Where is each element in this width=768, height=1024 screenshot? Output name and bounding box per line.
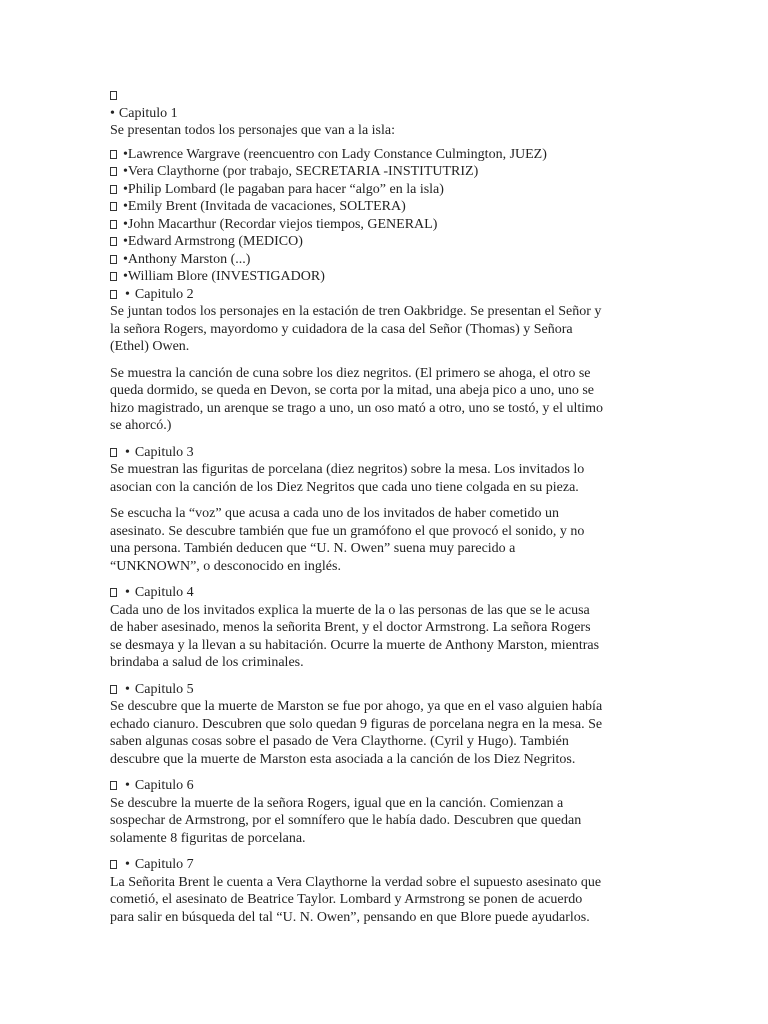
character-text: Emily Brent (Invitada de vacaciones, SOLTERA) (127, 199, 406, 214)
chapter-title: Capitulo 1 (118, 105, 178, 121)
bullet-icon: • (125, 681, 130, 697)
bullet-icon: • (123, 146, 128, 162)
character-text: Anthony Marston (...) (127, 251, 251, 267)
chapter-title: Capitulo 2 (134, 286, 194, 302)
paragraph-line: Cada uno de los invitados explica la muerte de la o las personas de las que se le acusa (110, 602, 590, 618)
paragraph-line: se desmaya y la llevan a su habitación. Ocurre la muerte de Anthony Marston, mientras (110, 637, 600, 653)
chapter-paragraph (110, 795, 658, 848)
character-text: Vera Claythorne (por trabajo, SECRETARIA -INSTITUTRIZ) (127, 164, 479, 179)
paragraph-line: (Ethel) Owen. (110, 339, 190, 354)
missing-glyph-icon (110, 588, 117, 597)
missing-glyph-icon (110, 272, 117, 281)
character-text: John Macarthur (Recordar viejos tiempos, GENERAL) (127, 216, 438, 232)
paragraph-line: Se escucha la “voz” que acusa a cada uno de los invitados de haber cometido un (110, 506, 559, 521)
missing-glyph-icon (110, 255, 117, 264)
paragraph-line: la señora Rogers, mayordomo y cuidadora de la casa del Señor (Thomas) y Señora (110, 321, 573, 337)
paragraph-line: Se juntan todos los personajes en la estación de tren Oakbridge. Se presentan el Señor y (110, 304, 602, 319)
character-item (110, 216, 658, 234)
character-item (110, 268, 658, 286)
document-page (110, 87, 658, 926)
chapter-paragraph (110, 505, 658, 575)
intro-text: Se presentan todos los personajes que van a la isla: (110, 123, 395, 138)
bullet-icon: • (125, 857, 130, 872)
chapter-section (110, 856, 658, 926)
bullet-icon: • (123, 199, 128, 214)
chapter-heading (110, 681, 658, 699)
paragraph-line: Se descubre la muerte de la señora Rogers, igual que en la canción. Comienzan a (110, 795, 564, 811)
missing-glyph-icon (110, 185, 117, 194)
bullet-icon: • (125, 585, 130, 600)
missing-glyph-icon (110, 220, 117, 229)
paragraph-line: echado cianuro. Descubren que solo quedan 9 figuras de porcelana negra en la mesa. Se (110, 716, 603, 732)
chapter-paragraph (110, 365, 658, 435)
paragraph-line: cometió, el asesinato de Beatrice Taylor. Lombard y Armstrong se ponen de acuerdo (110, 892, 583, 907)
chapter-heading (110, 286, 658, 304)
missing-glyph-icon (110, 237, 117, 246)
chapter-heading (110, 444, 658, 462)
character-text: Lawrence Wargrave (reencuentro con Lady Constance Culmington, JUEZ) (127, 146, 547, 162)
paragraph-line: para salir en búsqueda del tal “U. N. Owen”, pensando en que Blore puede ayudarlos. (110, 909, 590, 925)
missing-glyph-icon (110, 781, 117, 790)
bullet-icon: • (123, 181, 128, 197)
missing-glyph-icon (110, 167, 117, 176)
missing-glyph-icon (110, 91, 117, 100)
bullet-icon: • (123, 234, 128, 249)
leading-marker (110, 87, 658, 105)
chapter-title: Capitulo 7 (134, 857, 194, 872)
chapter-title: Capitulo 4 (134, 585, 194, 600)
paragraph-line: brindaba a salud de los criminales. (110, 655, 304, 670)
chapter-heading (110, 856, 658, 874)
character-item (110, 251, 658, 269)
paragraph-line: La Señorita Brent le cuenta a Vera Claythorne la verdad sobre el supuesto asesinato que (110, 874, 602, 890)
paragraph-line: una persona. También deducen que “U. N. Owen” suena muy parecido a (110, 541, 516, 556)
bullet-icon: • (123, 251, 128, 267)
missing-glyph-icon (110, 685, 117, 694)
paragraph-line: Se descubre que la muerte de Marston se fue por ahogo, ya que en el vaso alguien había (110, 699, 603, 714)
missing-glyph-icon (110, 448, 117, 457)
chapter-heading (110, 584, 658, 602)
paragraph-line: saben algunas cosas sobre el pasado de Vera Claythorne. (Cyril y Hugo). También (110, 734, 569, 749)
paragraph-line: solamente 8 figuritas de porcelana. (110, 830, 306, 846)
chapter-paragraph (110, 303, 658, 356)
chapter-heading (110, 105, 658, 123)
paragraph-line: hizo magistrado, un arenque se trago a uno, un oso mató a otro, uno se tostó, y el ultimo (110, 400, 604, 416)
chapter-sections (110, 286, 658, 927)
paragraph-line: descubre que la muerte de Marston esta asociada a la canción de los Diez Negritos. (110, 751, 576, 767)
bullet-icon: • (125, 286, 130, 302)
paragraph-line: de haber asesinado, menos la señorita Brent, y el doctor Armstrong. La señora Rogers (110, 620, 591, 635)
bullet-icon: • (123, 269, 128, 284)
chapter-paragraph (110, 602, 658, 672)
chapter-paragraph (110, 461, 658, 496)
chapter-section (110, 777, 658, 847)
chapter-paragraph (110, 874, 658, 927)
bullet-icon: • (125, 778, 130, 793)
bullet-icon: • (110, 105, 115, 121)
chapter-title: Capitulo 3 (134, 444, 194, 460)
missing-glyph-icon (110, 150, 117, 159)
paragraph-line: “UNKNOWN”, o desconocido en inglés. (110, 558, 341, 574)
character-item (110, 163, 658, 181)
chapter-section (110, 444, 658, 576)
chapter-title: Capitulo 6 (134, 778, 194, 793)
paragraph-line: asesinato. Se descubre también que fue un gramófono el que provocó el sonido, y no (110, 523, 585, 539)
chapter-paragraph (110, 698, 658, 768)
paragraph-line: queda dormido, se queda en Devon, se corta por la mitad, una abeja pico a uno, uno se (110, 383, 595, 398)
character-text: William Blore (INVESTIGADOR) (127, 269, 325, 284)
bullet-icon: • (123, 216, 128, 232)
bullet-icon: • (125, 444, 130, 460)
character-list (110, 146, 658, 286)
paragraph-line: Se muestran las figuritas de porcelana (diez negritos) sobre la mesa. Los invitados lo (110, 462, 585, 477)
character-text: Philip Lombard (le pagaban para hacer “algo” en la isla) (127, 181, 444, 197)
bullet-icon: • (123, 164, 128, 179)
character-item (110, 233, 658, 251)
paragraph-line: Se muestra la canción de cuna sobre los diez negritos. (El primero se ahoga, el otro se (110, 365, 591, 381)
chapter-section (110, 286, 658, 435)
paragraph-line: se ahorcó.) (110, 418, 172, 433)
chapter-heading (110, 777, 658, 795)
chapter-section (110, 681, 658, 769)
missing-glyph-icon (110, 202, 117, 211)
character-item (110, 146, 658, 164)
character-text: Edward Armstrong (MEDICO) (127, 234, 303, 249)
paragraph-line: asocian con la canción de los Diez Negritos que cada uno tiene colgada en su pieza. (110, 479, 579, 495)
character-item (110, 198, 658, 216)
character-item (110, 181, 658, 199)
paragraph-line: sospechar de Armstrong, por el somnífero que le había dado. Descubren que quedan (110, 813, 582, 828)
chapter-section (110, 584, 658, 672)
chapter-title: Capitulo 5 (134, 681, 194, 697)
missing-glyph-icon (110, 860, 117, 869)
missing-glyph-icon (110, 290, 117, 299)
